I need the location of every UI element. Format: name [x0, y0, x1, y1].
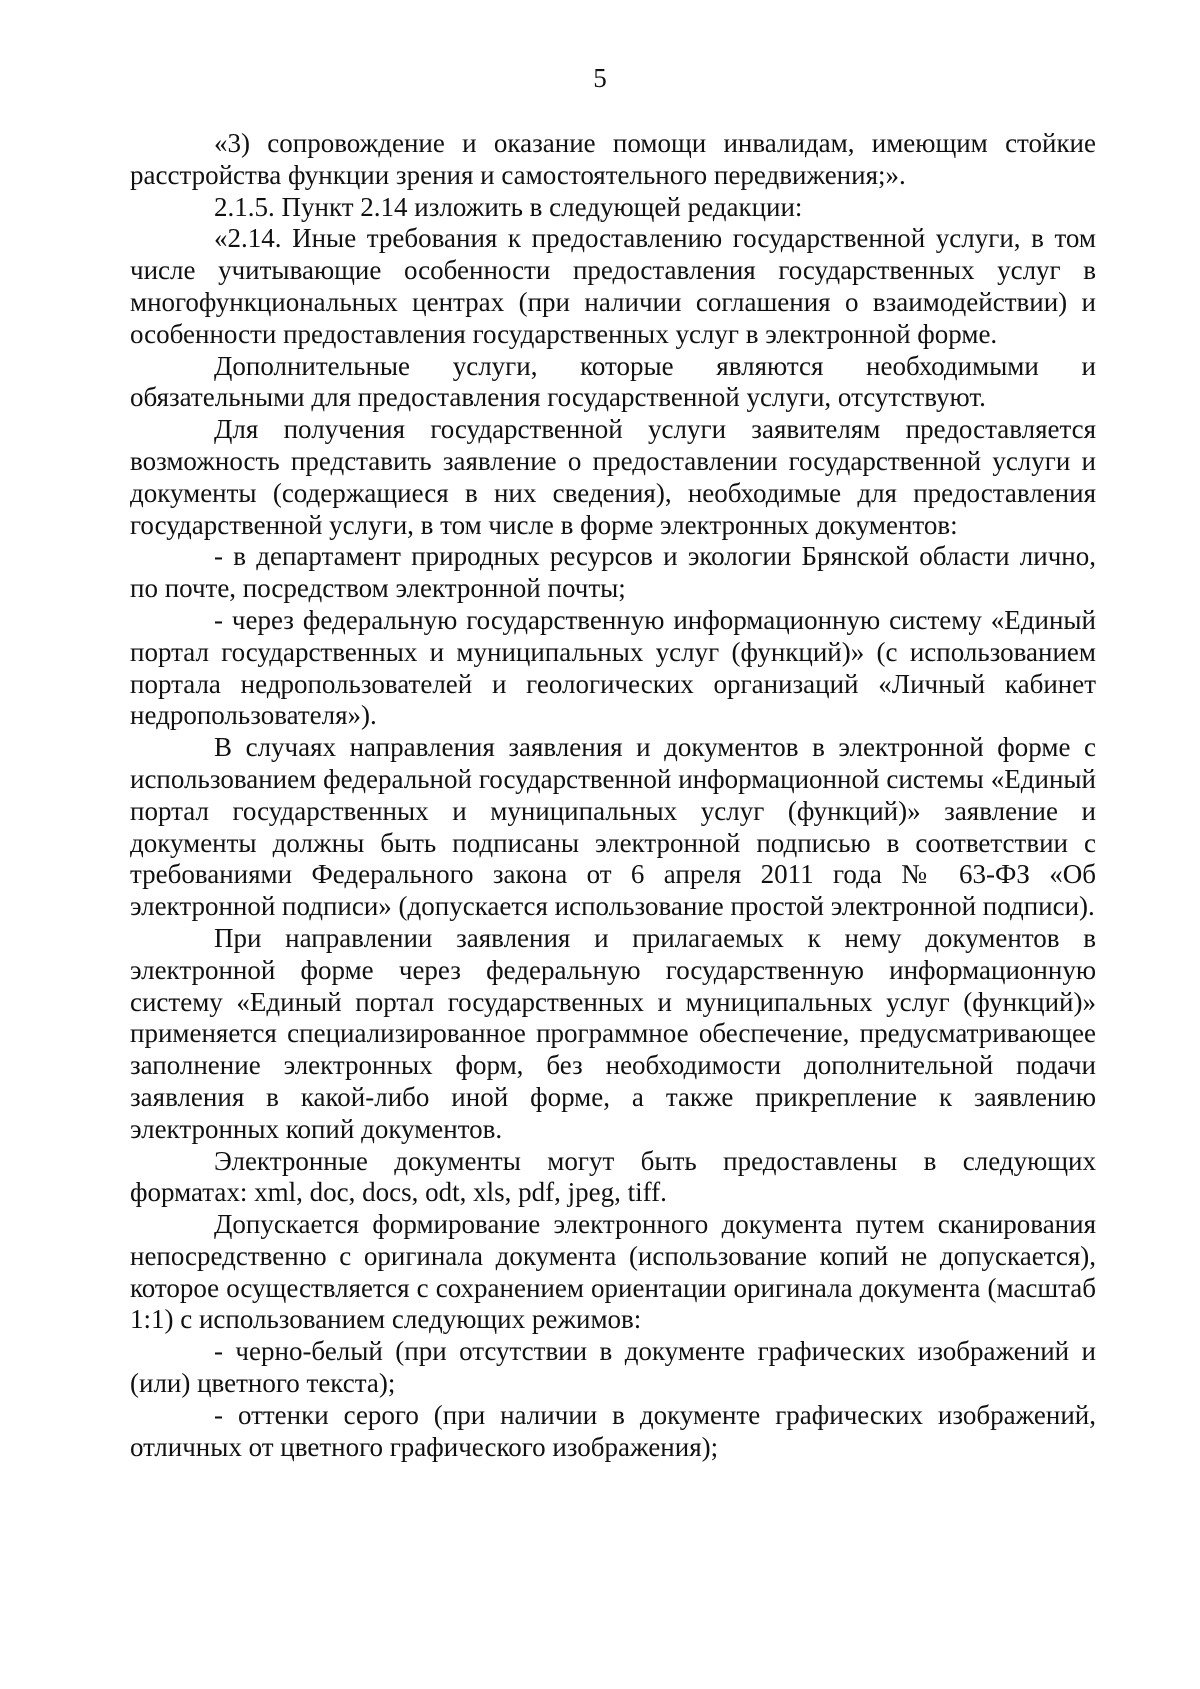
page-number: 5 — [593, 63, 607, 93]
paragraph-submission-options: Для получения государственной услуги заявителям предоставляется возможность представить заявление о предоставлении государственной услуги и документы (содержащиеся в них сведения), необходимые для предоставления государственной услуги, в том числе в форме электронных документов: — [130, 414, 1096, 540]
paragraph-scanning: Допускается формирование электронного документа путем сканирования непосредственно с оригинала документа (использование копий не допускается), которое осуществляется с сохранением ориентации оригинала документа (масштаб 1:1) с использованием следующих режимов: — [130, 1209, 1096, 1335]
list-item-black-white: - черно-белый (при отсутствии в документе графических изображений и (или) цветного текста); — [130, 1336, 1096, 1399]
list-item-grayscale: - оттенки серого (при наличии в документе графических изображений, отличных от цветного графического изображения); — [130, 1399, 1096, 1462]
list-item-department: - в департамент природных ресурсов и экологии Брянской области лично, по почте, посредством электронной почты; — [130, 541, 1096, 604]
paragraph-2-14-heading: «2.14. Иные требования к предоставлению государственной услуги, в том числе учитывающие особенности предоставления государственных услуг в многофункциональных центрах (при наличии соглашения о взаимодействии) и особенности предоставления государственных услуг в электронной форме. — [130, 223, 1096, 349]
paragraph-2-1-5: 2.1.5. Пункт 2.14 изложить в следующей редакции: — [214, 191, 803, 222]
document-body — [130, 128, 1096, 1463]
paragraph-software: При направлении заявления и прилагаемых к нему документов в электронной форме через федеральную государственную информационную систему «Единый портал государственных и муниципальных услуг (функций)» применяется специализированное программное обеспечение, предусматривающее заполнение электронных форм, без необходимости дополнительной подачи заявления в какой-либо иной форме, а также прикрепление к заявлению электронных копий документов. — [130, 922, 1096, 1144]
paragraph-electronic-signature: В случаях направления заявления и документов в электронной форме с использованием федеральной государственной информационной системы «Единый портал государственных и муниципальных услуг (функций)» заявление и документы должны быть подписаны электронной подписью в соответствии с требованиями Федерального закона от 6 апреля 2011 года № 63-ФЗ «Об электронной подписи» (допускается использование простой электронной подписи). — [130, 732, 1096, 922]
paragraph-additional-services: Дополнительные услуги, которые являются необходимыми и обязательными для предоставления государственной услуги, отсутствуют. — [130, 350, 1096, 413]
paragraph-file-formats: Электронные документы могут быть предоставлены в следующих форматах: xml, doc, docs, odt, xls, pdf, jpeg, tiff. — [130, 1145, 1096, 1208]
paragraph-item-3-escort: «3) сопровождение и оказание помощи инвалидам, имеющим стойкие расстройства функции зрения и самостоятельного передвижения;». — [130, 128, 1096, 190]
list-item-federal-portal: - через федеральную государственную информационную систему «Единый портал государственных и муниципальных услуг (функций)» (с использованием портала недропользователей и геологических организаций «Личный кабинет недропользователя»). — [130, 604, 1096, 731]
